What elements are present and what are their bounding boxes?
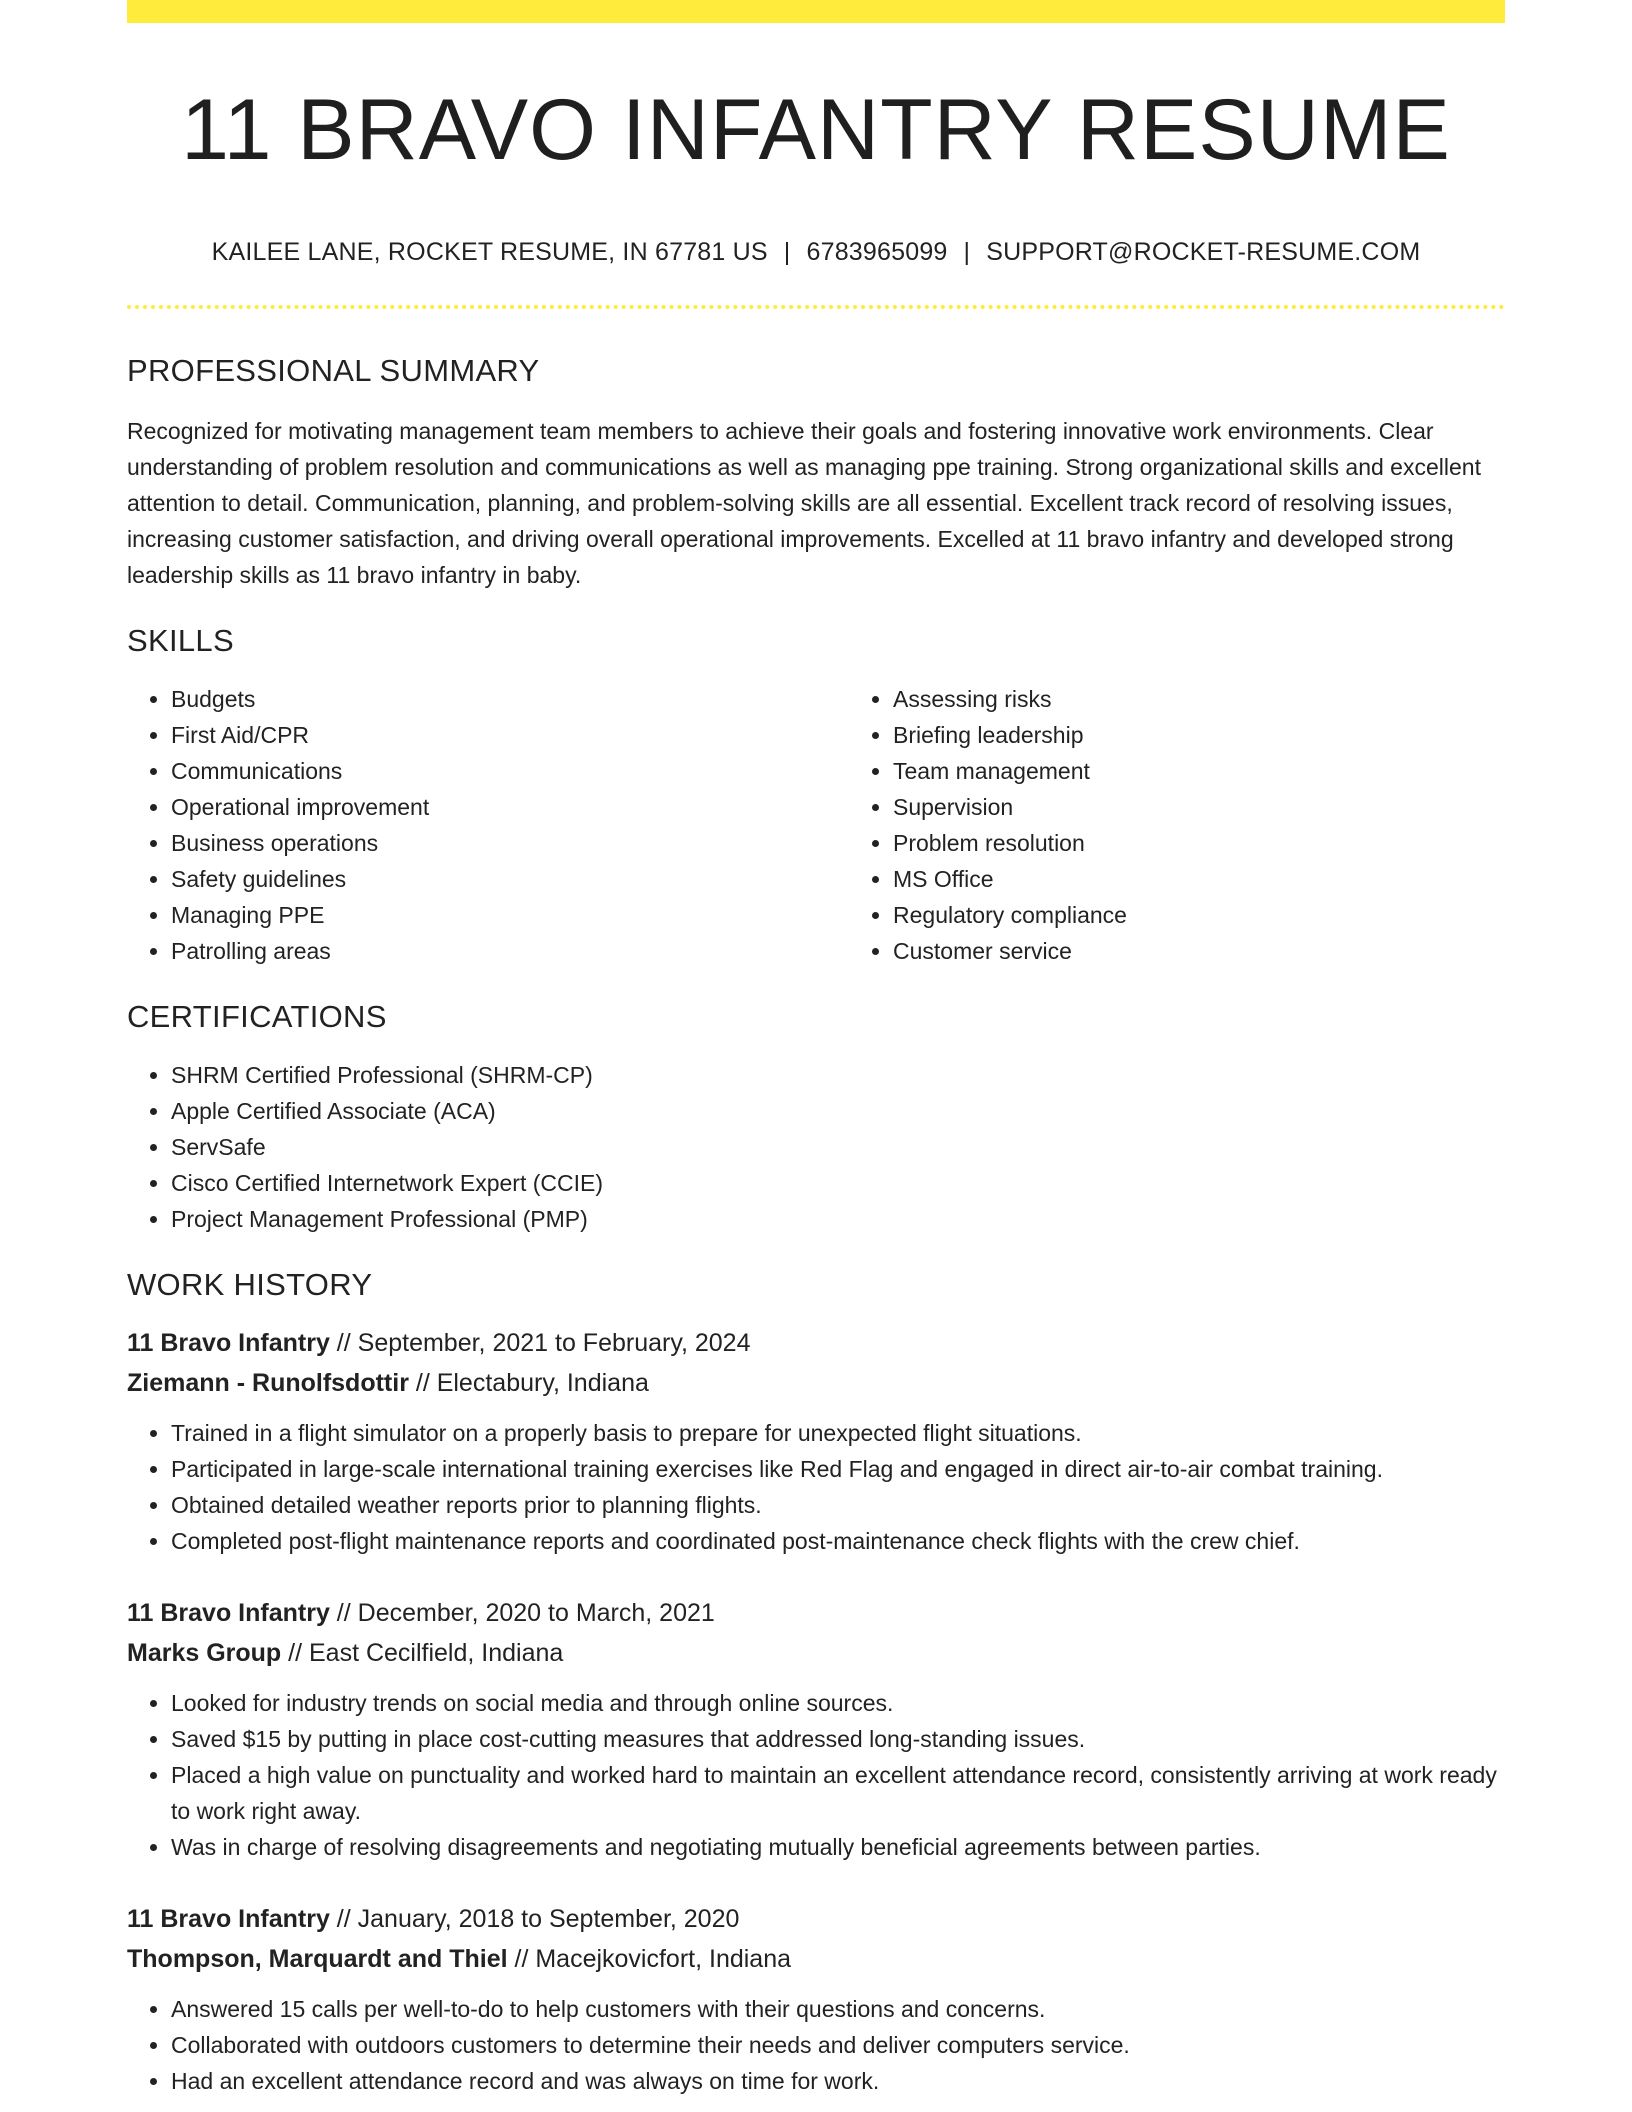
certifications-section bbox=[127, 999, 1505, 1237]
skills-section bbox=[127, 623, 1505, 969]
job-bullets bbox=[127, 1415, 1505, 1559]
skill-item: • Safety guidelines bbox=[171, 861, 849, 897]
skills-heading: SKILLS bbox=[127, 622, 234, 658]
work-history-section bbox=[127, 1267, 1505, 2099]
job-bullets bbox=[127, 1685, 1505, 1865]
skills-list-right bbox=[849, 681, 1571, 969]
job-bullet: • Participated in large-scale international training exercises like Red Flag and engaged in direct air-to-air combat training. bbox=[171, 1451, 1505, 1487]
job-bullet: • Placed a high value on punctuality and worked hard to maintain an excellent attendance record, consistently arriving at work ready to work right away. bbox=[171, 1757, 1505, 1829]
skills-list-left bbox=[127, 681, 849, 969]
job-title: 11 Bravo Infantry bbox=[127, 1904, 330, 1933]
skill-item: • Communications bbox=[171, 753, 849, 789]
job-bullet: • Was in charge of resolving disagreements and negotiating mutually beneficial agreements between parties. bbox=[171, 1829, 1505, 1865]
skill-item: • Briefing leadership bbox=[893, 717, 1571, 753]
job-bullet: • Had an excellent attendance record and was always on time for work. bbox=[171, 2063, 1505, 2099]
job-entry bbox=[127, 1899, 1505, 2099]
job-company: Marks Group bbox=[127, 1638, 282, 1667]
job-company-line bbox=[127, 1939, 1505, 1979]
skill-item: • Assessing risks bbox=[893, 681, 1571, 717]
job-bullet: • Completed post-flight maintenance reports and coordinated post-maintenance check flights with the crew chief. bbox=[171, 1523, 1505, 1559]
contact-separator: | bbox=[783, 237, 791, 266]
job-company-line bbox=[127, 1363, 1505, 1403]
job-bullet: • Obtained detailed weather reports prior to planning flights. bbox=[171, 1487, 1505, 1523]
job-location: // Macejkovicfort, Indiana bbox=[507, 1944, 792, 1973]
job-title-line bbox=[127, 1323, 1505, 1363]
job-company: Ziemann - Runolfsdottir bbox=[127, 1368, 409, 1397]
job-dates: // September, 2021 to February, 2024 bbox=[329, 1328, 751, 1357]
job-location: // Electabury, Indiana bbox=[408, 1368, 649, 1397]
job-bullet: • Saved $15 by putting in place cost-cutting measures that addressed long-standing issues. bbox=[171, 1721, 1505, 1757]
skill-item: • First Aid/CPR bbox=[171, 717, 849, 753]
certification-item: • ServSafe bbox=[171, 1129, 1505, 1165]
summary-heading: PROFESSIONAL SUMMARY bbox=[127, 352, 540, 388]
job-entry bbox=[127, 1593, 1505, 1865]
job-bullet: • Answered 15 calls per well-to-do to help customers with their questions and concerns. bbox=[171, 1991, 1505, 2027]
job-title-line bbox=[127, 1899, 1505, 1939]
certifications-heading: CERTIFICATIONS bbox=[127, 998, 387, 1034]
skill-item: • Operational improvement bbox=[171, 789, 849, 825]
job-bullet: • Looked for industry trends on social media and through online sources. bbox=[171, 1685, 1505, 1721]
job-title-line bbox=[127, 1593, 1505, 1633]
skill-item: • Customer service bbox=[893, 933, 1571, 969]
summary-text: Recognized for motivating management team members to achieve their goals and fostering innovative work environments. Clear understanding of problem resolution and communications as well as managing ppe training. Strong organizational skills and excellent attention to detail. Communication, planning, and problem-solving skills are all essential. Excellent track record of resolving issues, increasing customer satisfaction, and driving overall operational improvements. Excelled at 11 bravo infantry and developed strong leadership skills as 11 bravo infantry in baby. bbox=[127, 417, 1481, 588]
job-title: 11 Bravo Infantry bbox=[127, 1328, 330, 1357]
certification-item: • Project Management Professional (PMP) bbox=[171, 1201, 1505, 1237]
skill-item: • Problem resolution bbox=[893, 825, 1571, 861]
skill-item: • Supervision bbox=[893, 789, 1571, 825]
job-entry bbox=[127, 1323, 1505, 1559]
job-bullets bbox=[127, 1991, 1505, 2099]
job-company-line bbox=[127, 1633, 1505, 1673]
job-dates: // January, 2018 to September, 2020 bbox=[329, 1904, 740, 1933]
job-title: 11 Bravo Infantry bbox=[127, 1598, 330, 1627]
contact-email: SUPPORT@ROCKET-RESUME.COM bbox=[986, 237, 1421, 266]
summary-section bbox=[127, 353, 1505, 593]
job-location: // East Cecilfield, Indiana bbox=[281, 1638, 564, 1667]
skill-item: • Regulatory compliance bbox=[893, 897, 1571, 933]
skill-item: • Business operations bbox=[171, 825, 849, 861]
job-bullet: • Collaborated with outdoors customers to determine their needs and deliver computers service. bbox=[171, 2027, 1505, 2063]
job-company: Thompson, Marquardt and Thiel bbox=[127, 1944, 508, 1973]
skill-item: • Team management bbox=[893, 753, 1571, 789]
contact-separator: | bbox=[963, 237, 971, 266]
skill-item: • Budgets bbox=[171, 681, 849, 717]
contact-address: KAILEE LANE, ROCKET RESUME, IN 67781 US bbox=[211, 237, 768, 266]
job-bullet: • Trained in a flight simulator on a properly basis to prepare for unexpected flight situations. bbox=[171, 1415, 1505, 1451]
certification-item: • SHRM Certified Professional (SHRM-CP) bbox=[171, 1057, 1505, 1093]
skills-grid bbox=[127, 659, 1505, 969]
resume-page bbox=[127, 0, 1505, 2099]
skill-item: • Managing PPE bbox=[171, 897, 849, 933]
accent-bar bbox=[127, 0, 1505, 23]
dotted-divider bbox=[127, 305, 1505, 309]
certifications-list bbox=[127, 1057, 1505, 1237]
contact-phone: 6783965099 bbox=[806, 237, 948, 266]
certification-item: • Cisco Certified Internetwork Expert (CCIE) bbox=[171, 1165, 1505, 1201]
contact-line bbox=[127, 238, 1505, 267]
skill-item: • MS Office bbox=[893, 861, 1571, 897]
job-dates: // December, 2020 to March, 2021 bbox=[329, 1598, 715, 1627]
page-title: 11 BRAVO INFANTRY RESUME bbox=[181, 82, 1451, 178]
skill-item: • Patrolling areas bbox=[171, 933, 849, 969]
certification-item: • Apple Certified Associate (ACA) bbox=[171, 1093, 1505, 1129]
work-history-heading: WORK HISTORY bbox=[127, 1266, 373, 1302]
